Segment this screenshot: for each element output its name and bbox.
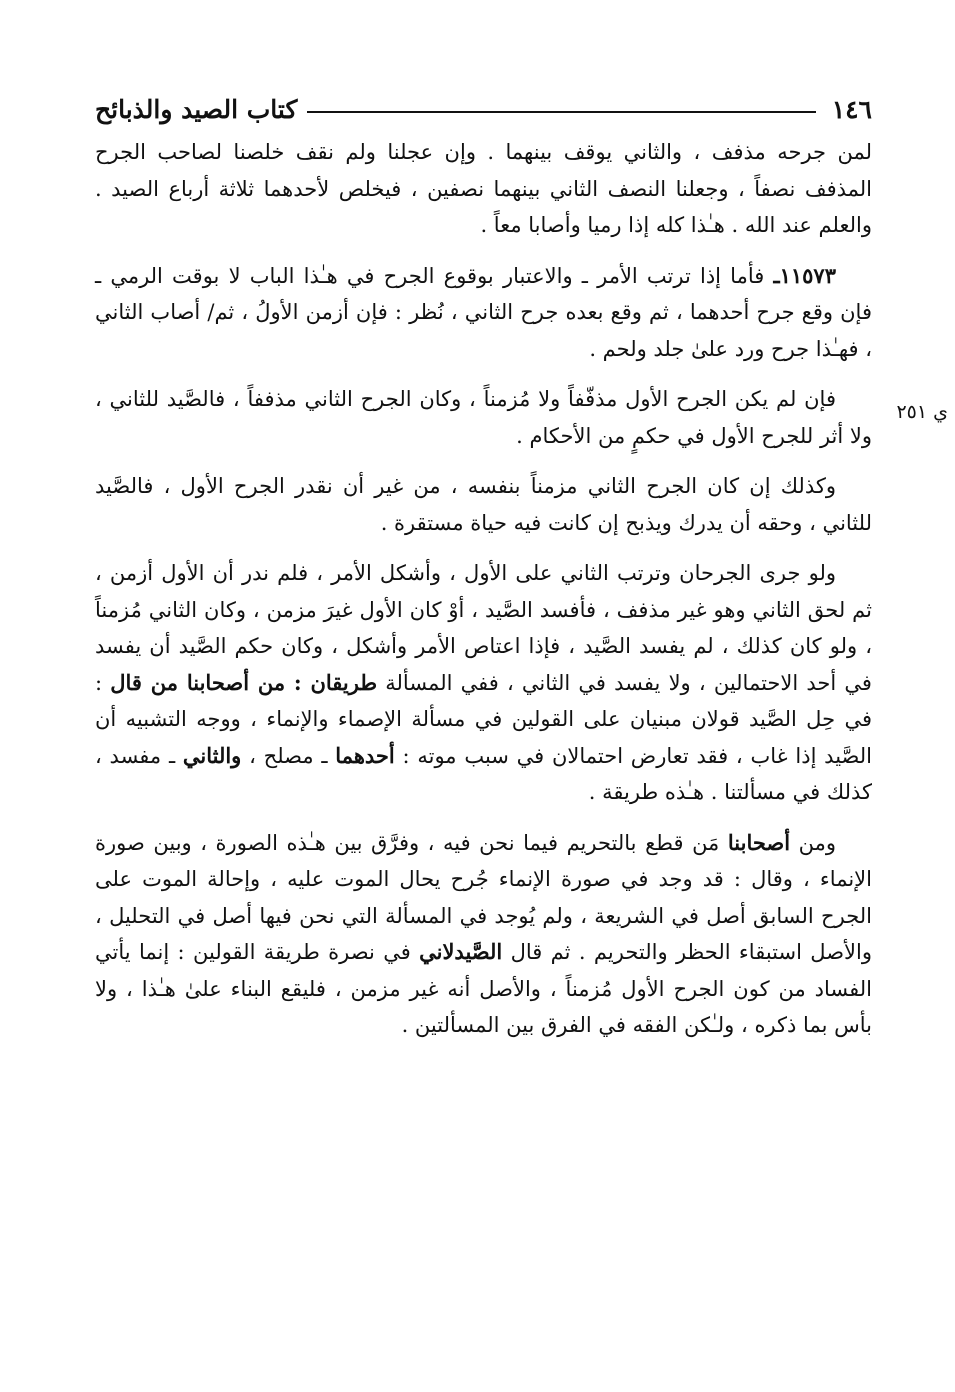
paragraph-6-bold-2: الصَّيدلاني	[419, 939, 503, 964]
paragraph-6-part-d: في نصرة طريقة القولين : إنما يأتي الفساد من كون الجرح الأول مُزمناً ، والأصل أنه غير مزمن ، فليقع البناء علىٰ هـٰذا ، ولا بأس بما ذكره ، ولـٰكن الفقه في الفرق بين المسألتين .	[95, 940, 872, 1037]
paragraph-5-bold-3: والثاني	[182, 742, 242, 768]
issue-number: ١١٥٧٣ـ	[773, 262, 836, 288]
margin-note: ي ٢٥١	[896, 401, 948, 423]
paragraph-1: لمن جرحه مذفف ، والثاني يوقف بينهما . وإن عجلنا ولم نقف خلصنا لصاحب الجرح المذفف نصفاً ، وجعلنا النصف الثاني بينهما نصفين ، فيخلص لأحدهما ثلاثة أرباع الصيد . والعلم عند الله . هـٰذا كله إذا رميا وأصابا معاً .	[95, 140, 872, 237]
book-title: كتاب الصيد والذبائح	[95, 95, 298, 124]
paragraph-6-part-a: ومن	[790, 830, 836, 855]
paragraph-2	[95, 258, 872, 368]
paragraph-5-bold-2: أحدهما	[335, 742, 395, 768]
paragraph-6	[95, 825, 872, 1044]
paragraph-5-bold-1: طريقان : من أصحابنا من قال	[110, 669, 378, 695]
paragraph-6-part-c: مَن قطع بالتحريم فيما نحن فيه ، وفرَّق بين هـٰذه الصورة ، وبين صورة الإنماء ، وقال : قد وجد في صورة الإنماء جُرح يحال الموت عليه ، وإحالة الموت على الجرح السابق أصل في الشريعة ، ولم يُوجد في المسألة التي نحن فيها أصل في التحليل ، والأصل استبقاء الحظر والتحريم . ثم قال	[95, 830, 872, 964]
page-number: ١٤٦	[831, 95, 872, 124]
paragraph-5-part-a: ولو جرى الجرحان وترتب الثاني على الأول ، وأشكل الأمر ، فلم ندر أن الأول أزمن ، ثم لحق الثاني وهو غير مذفف ، فأفسد الصَّيد ، أوْ كان الأول غيرَ مزمن ، وكان الثاني مُزمناً ، ولو كان كذلك ، لم يفسد الصَّيد ، فإذا اعتاص الأمر وأشكل ، وكان حكم الصَّيد أن يفسد في أحد الاحتمالين ، ولا يفسد في الثاني ، ففي المسألة	[95, 561, 872, 695]
paragraph-5-part-c: : في حِل الصَّيد قولان مبنيان على القولين في مسألة الإصماء والإنماء ، ووجه التشبيه أن الصَّيد إذا غاب ، فقد تعارض احتمالان في سبب موته :	[95, 670, 872, 768]
paragraph-5-part-d: ـ مصلح ،	[241, 743, 336, 768]
paragraph-3: فإن لم يكن الجرح الأول مذفّفاً ولا مُزمناً ، وكان الجرح الثاني مذففاً ، فالصَّيد للثاني ، ولا أثر للجرح الأول في حكمٍ من الأحكام .	[95, 387, 872, 448]
running-header	[95, 86, 872, 122]
page-body	[95, 134, 872, 1044]
paragraph-2-text: فأما إذا ترتب الأمر ـ والاعتبار بوقوع الجرح في هـٰذا الباب لا بوقت الرمي ـ فإن وقع جرح أحدهما ، ثم وقع بعده جرح الثاني ، نُظر : فإن أزمن الأولُ ، ثم/ أصاب الثاني ، فهـٰذا جرح ورد علىٰ جلد ولحم .	[95, 263, 872, 361]
paragraph-5-part-e: ـ مفسد ، كذلك في مسألتنا . هـٰذه طريقة .	[95, 743, 872, 804]
header-rule	[307, 111, 815, 113]
paragraph-5	[95, 555, 872, 811]
paragraph-4: وكذلك إن كان الجرح الثاني مزمناً بنفسه ، من غير أن نقدر الجرح الأول ، فالصَّيد للثاني ، وحقه أن يدرك ويذبح إن كانت فيه حياة مستقرة .	[95, 474, 872, 535]
paragraph-6-bold-1: أصحابنا	[727, 829, 791, 855]
